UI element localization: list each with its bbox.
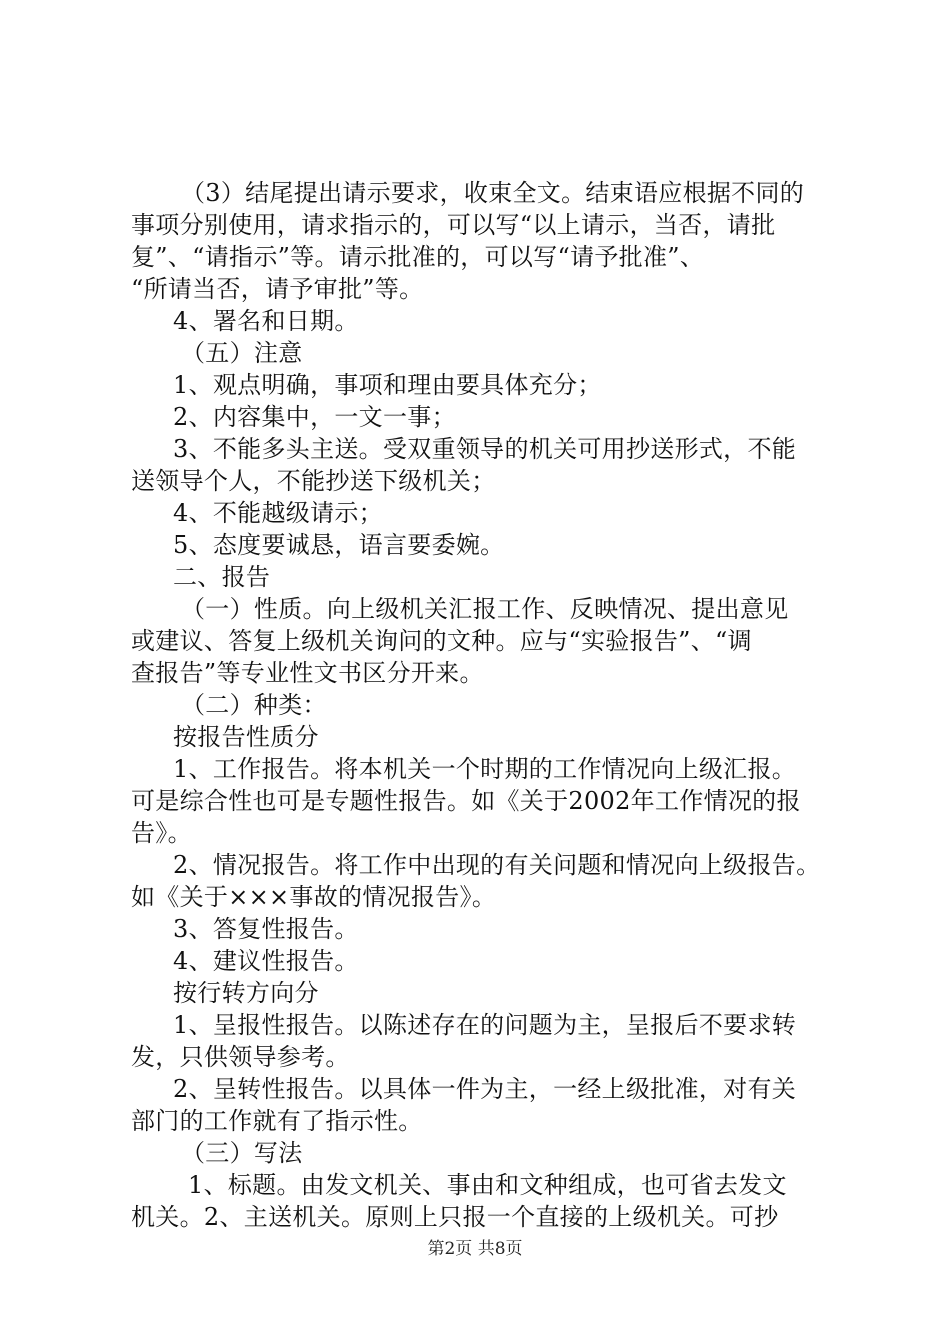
body-line: 4、不能越级请示； [173,499,383,527]
body-line: 4、建议性报告。 [173,947,359,975]
body-line: 1、呈报性报告。以陈述存在的问题为主，呈报后不要求转 [173,1011,797,1039]
body-line: 发，只供领导参考。 [131,1043,350,1071]
body-line: 5、态度要诚恳，语言要委婉。 [173,531,505,559]
body-line: 如《关于×××事故的情况报告》。 [131,883,497,911]
body-line: 事项分别使用，请求指示的，可以写“以上请示，当否，请批 [131,211,776,239]
body-line: 2、内容集中，一文一事； [173,403,456,431]
section-heading: （五）注意 [181,339,303,367]
body-line: 2、情况报告。将工作中出现的有关问题和情况向上级报告。 [173,851,821,879]
body-line: （3）结尾提出请示要求，收束全文。结束语应根据不同的 [181,179,805,207]
body-line: （一）性质。向上级机关汇报工作、反映情况、提出意见 [181,595,789,623]
body-line: 或建议、答复上级机关询问的文种。应与“实验报告”、“调 [131,627,752,655]
body-line: 告》。 [131,819,192,847]
body-line: 送领导个人，不能抄送下级机关； [131,467,496,495]
section-heading: （三）写法 [181,1139,303,1167]
body-line: 复”、“请指示”等。请示批准的，可以写“请予批准”、 [131,243,705,271]
body-line: 查报告”等专业性文书区分开来。 [131,659,484,687]
body-line: 1、工作报告。将本机关一个时期的工作情况向上级汇报。 [173,755,797,783]
body-line: 按报告性质分 [173,723,319,751]
body-line: 2、呈转性报告。以具体一件为主，一经上级批准，对有关 [173,1075,797,1103]
section-heading: 二、报告 [173,563,271,591]
body-line: 3、不能多头主送。受双重领导的机关可用抄送形式，不能 [173,435,797,463]
body-line: 部门的工作就有了指示性。 [131,1107,423,1135]
page-indicator: 第2页 共8页 [427,1239,523,1259]
body-line: “所请当否，请予审批”等。 [131,275,424,303]
body-line: 机关。2、主送机关。原则上只报一个直接的上级机关。可抄 [131,1203,779,1231]
body-line: 可是综合性也可是专题性报告。如《关于2002年工作情况的报 [131,787,801,815]
body-line: 1、观点明确，事项和理由要具体充分； [173,371,602,399]
body-line: 按行转方向分 [173,979,319,1007]
body-line: 3、答复性报告。 [173,915,359,943]
section-heading: （二）种类： [181,691,327,719]
body-line: 1、标题。由发文机关、事由和文种组成，也可省去发文 [188,1171,787,1199]
body-line: 4、署名和日期。 [173,307,359,335]
